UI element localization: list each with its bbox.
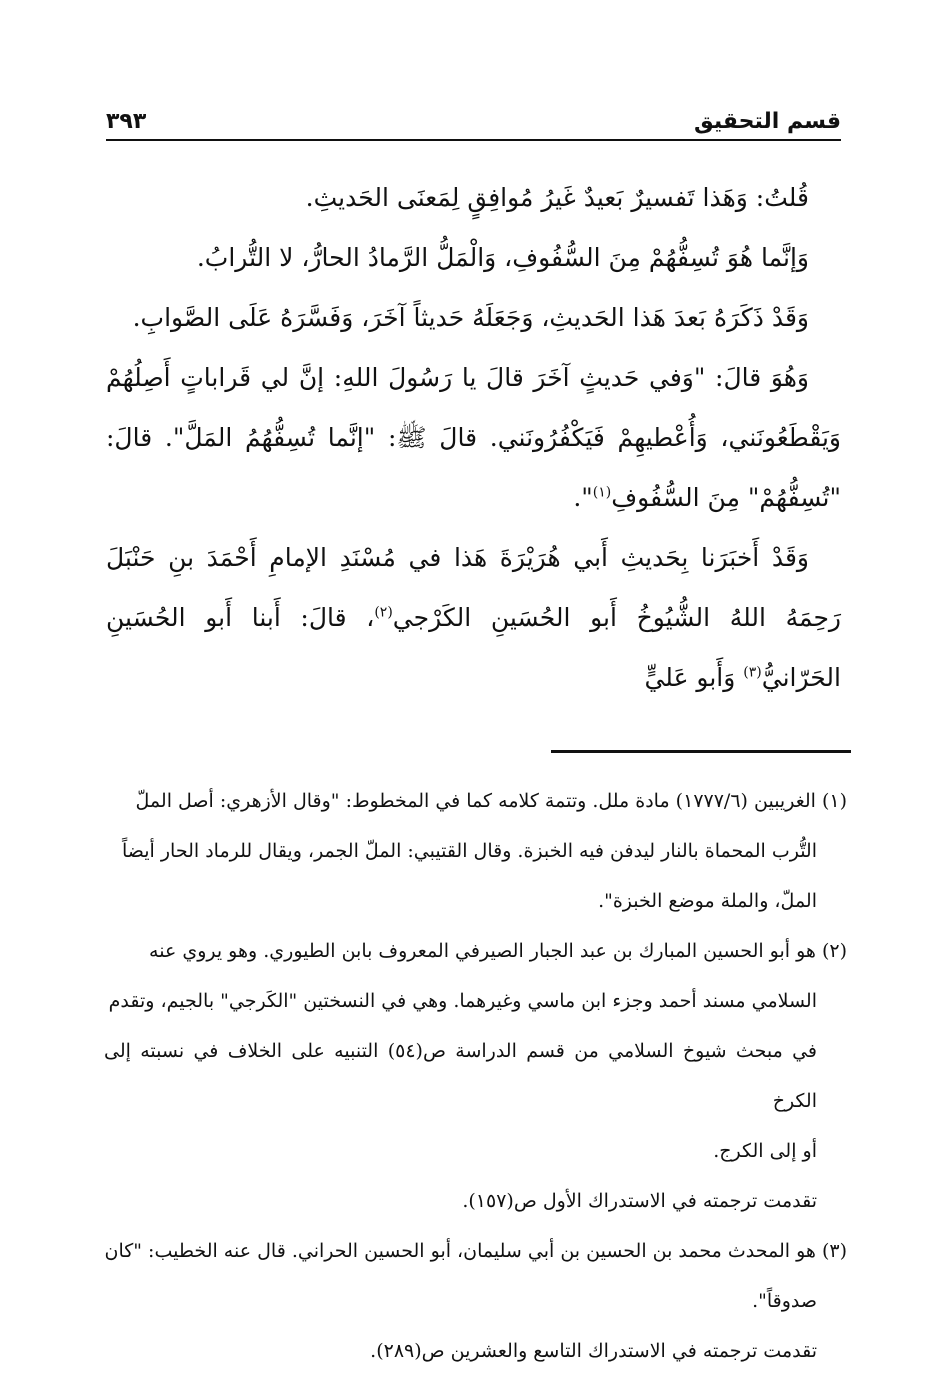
footnote-number: (١) <box>821 790 847 812</box>
paragraph: وَإنَّما هُوَ تُسِفُّهُمْ مِنَ السُّفُوفِ، وَالْمَلُّ الرَّمادُ الحارُّ، لا التُّرابُ. <box>196 243 809 272</box>
footnote-line: أو إلى الكرج. <box>713 1140 817 1162</box>
footnote-text: هو المحدث محمد بن الحسين بن أبي سليمان، أبو الحسين الحراني. قال عنه الخطيب: "كان <box>104 1240 816 1262</box>
paragraph-text: ". <box>573 483 593 512</box>
footnote-number: (٢) <box>821 940 847 962</box>
footnote-reference[interactable]: (٢) <box>374 604 393 621</box>
footnotes <box>104 776 847 1376</box>
footnote-line: التُّرب المحماة بالنار ليدفن فيه الخبزة. وقال القتيبي: الملّ الجمر، ويقال للرماد الحار أيضاً <box>121 840 817 862</box>
footnote-text: هو أبو الحسين المبارك بن عبد الجبار الصيرفي المعروف بابن الطيوري. وهو يروي عنه <box>149 940 816 962</box>
paragraph: وَقَدْ ذَكَرَهُ بَعدَ هَذا الحَديثِ، وَجَعَلَهُ حَديثاً آخَرَ، وَفَسَّرَهُ عَلَى الصَّوابِ. <box>132 303 809 332</box>
footnote-1 <box>104 776 847 826</box>
paragraph-text: ، قالَ: أَبنا أَبو الحُسَينِ الحَرّانيُّ <box>106 603 841 692</box>
paragraph <box>106 528 841 708</box>
footnote-line: تقدمت ترجمته في الاستدراك الأول ص(١٥٧). <box>462 1190 817 1212</box>
footnote-line: الملّ، والملة موضع الخبزة". <box>598 890 817 912</box>
footnote-line: صدوقاً". <box>752 1290 817 1312</box>
footnote-number: (٣) <box>821 1240 847 1262</box>
main-text <box>106 168 841 708</box>
paragraph-text: وَهُوَ قالَ: "وَفي حَديثٍ آخَرَ قالَ يا رَسُولَ اللهِ: إنَّ لي قَراباتٍ أَصِلُهُمْ وَيَقْطَعُونَني، وَأُعْطيهِمْ فَيَكْفُرُونَني. قالَ ﷺ: "إنَّما تُسِفُّهُمُ المَلَّ". قالَ: "تُسِفُّهُمْ" مِنَ السُّفُوفِ <box>106 363 841 512</box>
footnote-line: تقدمت ترجمته في الاستدراك التاسع والعشرين ص(٢٨٩). <box>370 1340 817 1362</box>
footnote-reference[interactable]: (٣) <box>743 664 762 681</box>
paragraph <box>106 348 841 528</box>
paragraph-text: وَقَدْ أَخبَرَنا بِحَديثِ أَبي هُرَيْرَةَ هَذا في مُسْنَدِ الإمامِ أَحْمَدَ بنِ حَنْبَلَ رَحِمَهُ اللهُ الشُّيُوخُ أَبو الحُسَينِ الكَرْجي <box>106 543 841 632</box>
footnote-line: السلامي مسند أحمد وجزء ابن ماسي وغيرهما. وهي في النسختين "الكَرجي" بالجيم، وتقدم <box>108 990 817 1012</box>
footnote-line: في مبحث شيوخ السلامي من قسم الدراسة ص(٥٤) التنبيه على الخلاف في نسبته إلى الكرخ <box>104 1040 817 1112</box>
footnote-reference[interactable]: (١) <box>592 484 612 501</box>
footnote-text: الغريبين (١٧٧٧/٦) مادة ملل. وتتمة كلامه كما في المخطوط: "وقال الأزهري: أصل الملّ <box>135 790 816 812</box>
paragraph: قُلتُ: وَهَذا تَفسيرٌ بَعيدٌ غَيرُ مُوافِقٍ لِمَعنَى الحَديثِ. <box>305 183 809 212</box>
header-divider <box>106 139 841 141</box>
page-number: ٣٩٣ <box>106 109 147 134</box>
footnote-3 <box>104 1226 847 1276</box>
section-title: قسم التحقيق <box>694 109 841 134</box>
footnote-2 <box>104 926 847 976</box>
footnote-divider <box>551 750 851 753</box>
paragraph-text: وَأَبو عَليٍّ <box>644 663 744 692</box>
page-header <box>106 98 841 134</box>
